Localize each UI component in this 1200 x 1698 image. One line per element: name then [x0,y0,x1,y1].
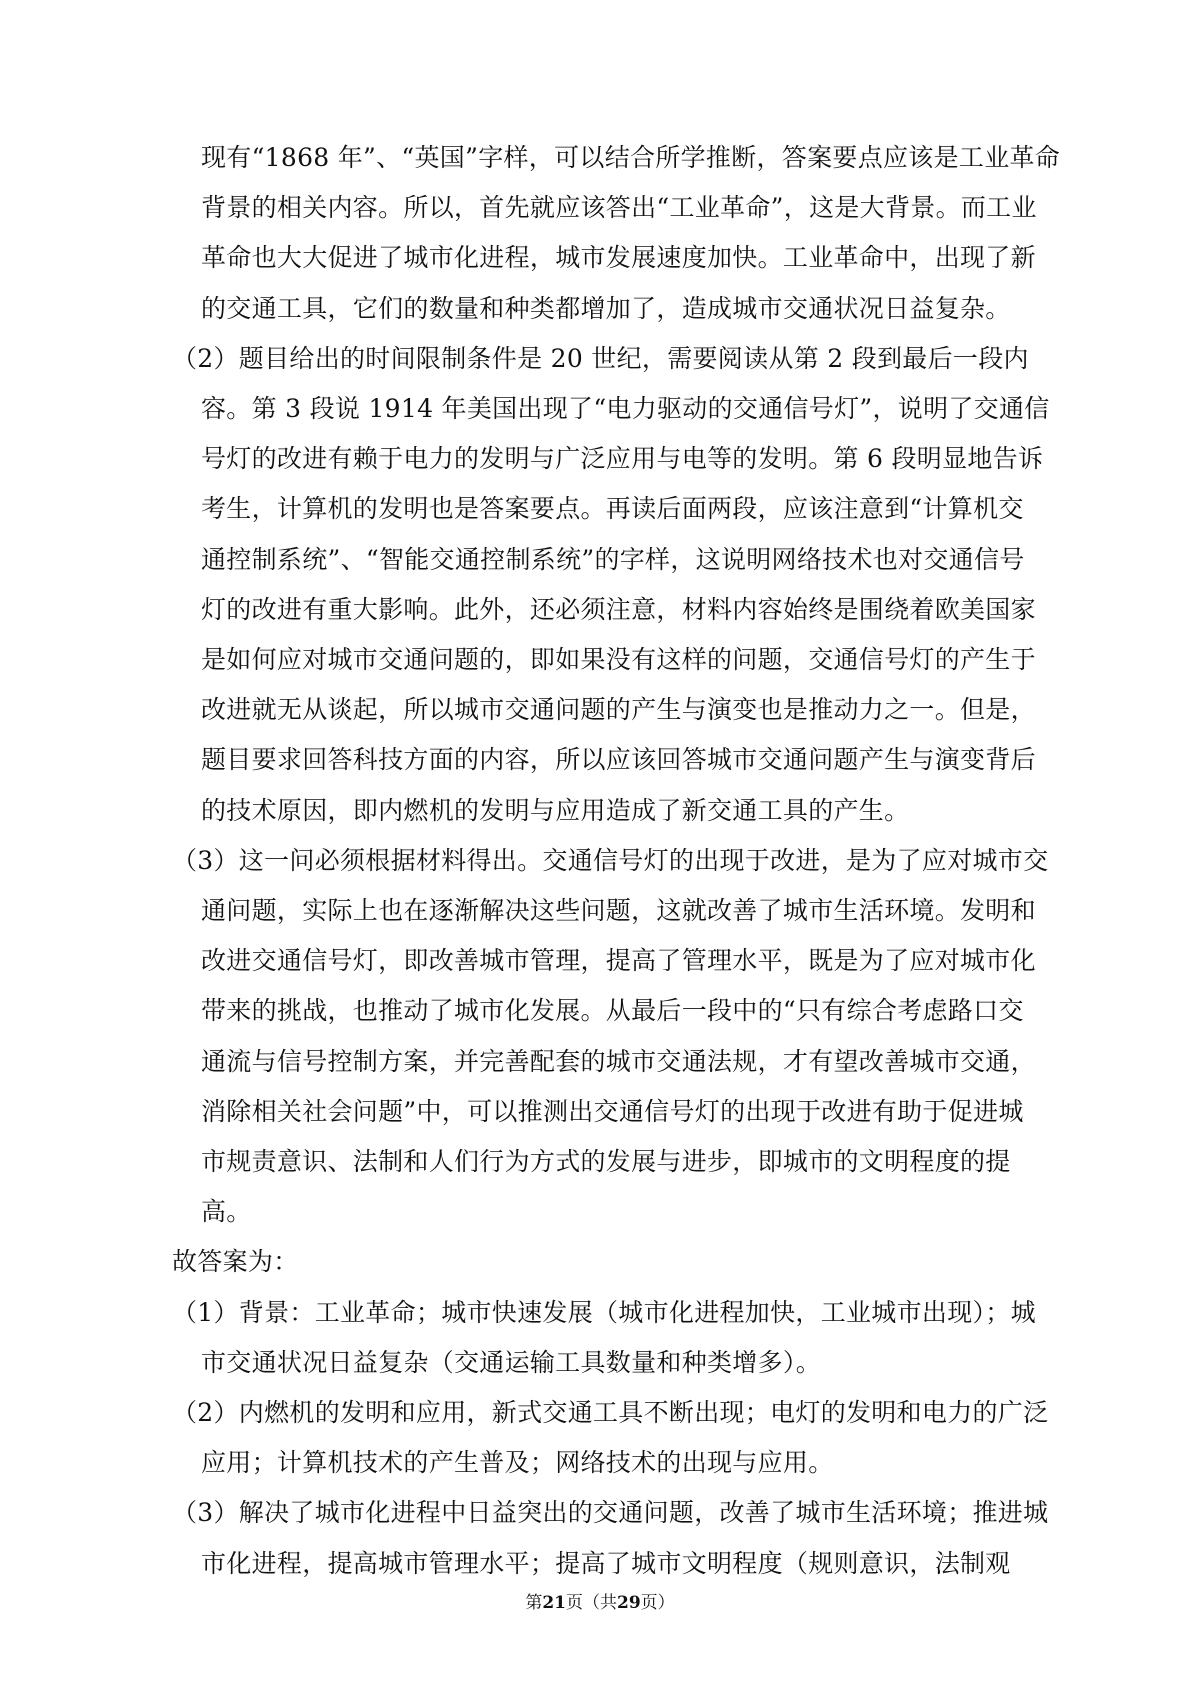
text-line: 考生，计算机的发明也是答案要点。再读后面两段，应该注意到“计算机交 [201,494,1024,524]
answer-item-1-line: （1）背景：工业革命；城市快速发展（城市化进程加快，工业城市出现）；城 [172,1297,1036,1327]
footer-prefix: 第 [525,1593,543,1613]
text-line: 的技术原因，即内燃机的发明与应用造成了新交通工具的产生。 [201,795,910,825]
text-line: 改进交通信号灯，即改善城市管理，提高了管理水平，既是为了应对城市化 [201,946,1036,976]
text-line: 市交通状况日益复杂（交通运输工具数量和种类增多）。 [201,1347,822,1377]
text-line: 通流与信号控制方案，并完善配套的城市交通法规，才有望改善城市交通， [201,1046,1036,1076]
text-line: 革命也大大促进了城市化进程，城市发展速度加快。工业革命中，出现了新 [201,243,1036,273]
footer-suffix: 页） [640,1593,675,1613]
text-line: 消除相关社会问题”中，可以推测出交通信号灯的出现于改进有助于促进城 [201,1096,1024,1126]
answer-heading: 故答案为： [172,1247,299,1277]
text-line: 应用；计算机技术的产生普及；网络技术的出现与应用。 [201,1448,834,1478]
answer-item-3-line: （3）解决了城市化进程中日益突出的交通问题，改善了城市生活环境；推进城 [172,1498,1049,1528]
page-footer [0,1595,1200,1612]
text-line: 的交通工具，它们的数量和种类都增加了，造成城市交通状况日益复杂。 [201,293,1011,323]
text-line: 市化进程，提高城市管理水平；提高了城市文明程度（规则意识，法制观 [201,1548,1011,1578]
text-line: 容。第 3 段说 1914 年美国出现了“电力驱动的交通信号灯”，说明了交通信 [201,394,1050,423]
total-page-count: 29 [617,1593,641,1613]
text-line: 高。 [201,1197,252,1227]
text-line: 灯的改进有重大影响。此外，还必须注意，材料内容始终是围绕着欧美国家 [201,594,1036,624]
text-line: 是如何应对城市交通问题的，即如果没有这样的问题，交通信号灯的产生于 [201,645,1036,674]
footer-middle: 页（共 [566,1593,617,1613]
answer-item-2-line: （2）内燃机的发明和应用，新式交通工具不断出现；电灯的发明和电力的广泛 [172,1398,1049,1427]
text-line: 题目要求回答科技方面的内容，所以应该回答城市交通问题产生与演变背后 [201,745,1036,775]
text-line: 背景的相关内容。所以，首先就应该答出“工业革命”，这是大背景。而工业 [201,193,1037,223]
text-line: 市规责意识、法制和人们行为方式的发展与进步，即城市的文明程度的提 [201,1147,1011,1176]
text-line: 改进就无从谈起，所以城市交通问题的产生与演变也是推动力之一。但是， [201,695,1036,725]
text-line: 现有“1868 年”、“英国”字样，可以结合所学推断，答案要点应该是工业革命 [201,143,1061,172]
text-line: 通控制系统”、“智能交通控制系统”的字样，这说明网络技术也对交通信号 [201,544,1025,574]
answer-item-3-line: （3）这一问必须根据材料得出。交通信号灯的出现于改进，是为了应对城市交 [172,845,1049,875]
text-line: 带来的挑战，也推动了城市化发展。从最后一段中的“只有综合考虑路口交 [201,996,1024,1026]
text-line: 通问题，实际上也在逐渐解决这些问题，这就改善了城市生活环境。发明和 [201,896,1036,925]
answer-item-2-line: （2）题目给出的时间限制条件是 20 世纪，需要阅读从第 2 段到最后一段内 [172,343,1029,373]
current-page-number: 21 [542,1593,566,1613]
text-line: 号灯的改进有赖于电力的发明与广泛应用与电等的发明。第 6 段明显地告诉 [201,444,1044,474]
